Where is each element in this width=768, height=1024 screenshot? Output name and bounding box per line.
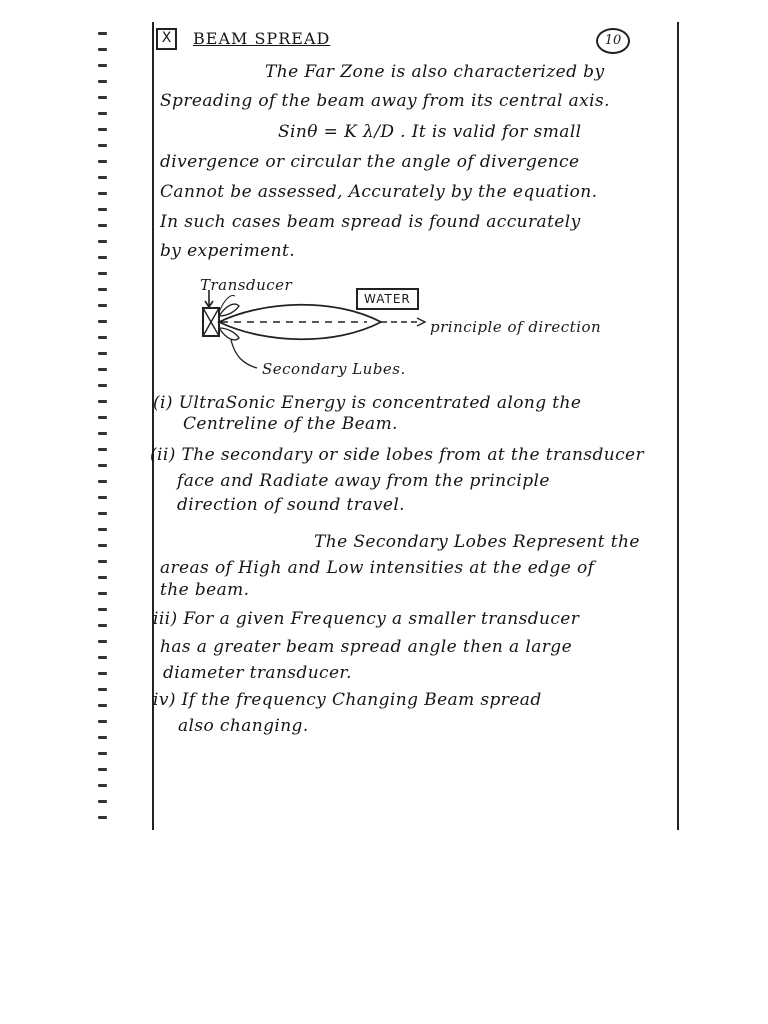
point-line: face and Radiate away from the principle	[177, 471, 550, 491]
binding-hole	[98, 32, 107, 35]
binding-hole	[98, 224, 107, 227]
binding-hole	[98, 448, 107, 451]
water-label: WATER	[356, 288, 419, 310]
binding-hole	[98, 752, 107, 755]
binding-hole	[98, 80, 107, 83]
binding-hole	[98, 608, 107, 611]
binding-hole	[98, 160, 107, 163]
binding-hole	[98, 416, 107, 419]
binding-hole	[98, 544, 107, 547]
binding-hole	[98, 400, 107, 403]
intro-line: divergence or circular the angle of divergence	[160, 152, 580, 172]
binding-hole	[98, 208, 107, 211]
transducer-label: Transducer	[200, 276, 293, 294]
binding-hole	[98, 96, 107, 99]
binding-hole	[98, 768, 107, 771]
binding-hole	[98, 304, 107, 307]
point-line: the beam.	[160, 580, 250, 600]
right-margin-line	[677, 22, 679, 830]
binding-hole	[98, 320, 107, 323]
lobes-leader-line	[231, 340, 257, 368]
binding-hole	[98, 272, 107, 275]
binding-hole	[98, 128, 107, 131]
binding-hole	[98, 256, 107, 259]
binding-hole	[98, 352, 107, 355]
binding-hole	[98, 496, 107, 499]
checkbox-mark: X	[156, 28, 177, 50]
binding-hole	[98, 784, 107, 787]
point-line: iii) For a given Frequency a smaller transducer	[153, 609, 580, 629]
point-line: (ii) The secondary or side lobes from at the transducer	[150, 445, 645, 465]
binding-hole	[98, 336, 107, 339]
binding-hole	[98, 656, 107, 659]
binding-hole	[98, 704, 107, 707]
secondary-lobes-label: Secondary Lubes.	[262, 360, 406, 378]
binding-hole	[98, 688, 107, 691]
point-line: diameter transducer.	[163, 663, 352, 683]
binding-hole	[98, 816, 107, 819]
binding-hole	[98, 240, 107, 243]
binding-hole	[98, 800, 107, 803]
point-line: (i) UltraSonic Energy is concentrated along the	[153, 393, 582, 413]
binding-hole	[98, 560, 107, 563]
intro-line: Cannot be assessed, Accurately by the equation.	[160, 182, 598, 202]
binding-hole	[98, 112, 107, 115]
point-line: also changing.	[178, 716, 309, 736]
direction-label: principle of direction	[430, 318, 602, 336]
binding-hole	[98, 480, 107, 483]
section-title: BEAM SPREAD	[193, 29, 331, 48]
point-line: Centreline of the Beam.	[183, 414, 398, 434]
binding-hole	[98, 64, 107, 67]
point-line: iv) If the frequency Changing Beam spread	[153, 690, 542, 710]
point-line: areas of High and Low intensities at the edge of	[160, 558, 595, 578]
point-line: The Secondary Lobes Represent the	[314, 532, 640, 552]
binding-hole	[98, 464, 107, 467]
binding-hole	[98, 432, 107, 435]
intro-line: The Far Zone is also characterized by	[265, 62, 605, 82]
intro-line: In such cases beam spread is found accurately	[160, 212, 581, 232]
binding-hole	[98, 288, 107, 291]
page-number: 10	[596, 28, 630, 54]
formula-line: Sinθ = K λ/D . It is valid for small	[278, 122, 582, 142]
binding-hole	[98, 640, 107, 643]
binding-hole	[98, 736, 107, 739]
binding-hole	[98, 512, 107, 515]
point-line: direction of sound travel.	[177, 495, 405, 515]
binding-hole	[98, 144, 107, 147]
point-line: has a greater beam spread angle then a large	[160, 637, 573, 657]
binding-hole	[98, 528, 107, 531]
binding-hole	[98, 192, 107, 195]
binding-hole	[98, 48, 107, 51]
binding-hole	[98, 368, 107, 371]
intro-line: Spreading of the beam away from its central axis.	[160, 91, 610, 111]
binding-hole	[98, 176, 107, 179]
binding-hole	[98, 624, 107, 627]
binding-hole	[98, 672, 107, 675]
binding-hole	[98, 720, 107, 723]
binding-hole	[98, 384, 107, 387]
binding-hole	[98, 576, 107, 579]
intro-line: by experiment.	[160, 241, 296, 261]
binding-hole	[98, 592, 107, 595]
spiral-binding	[92, 26, 122, 831]
